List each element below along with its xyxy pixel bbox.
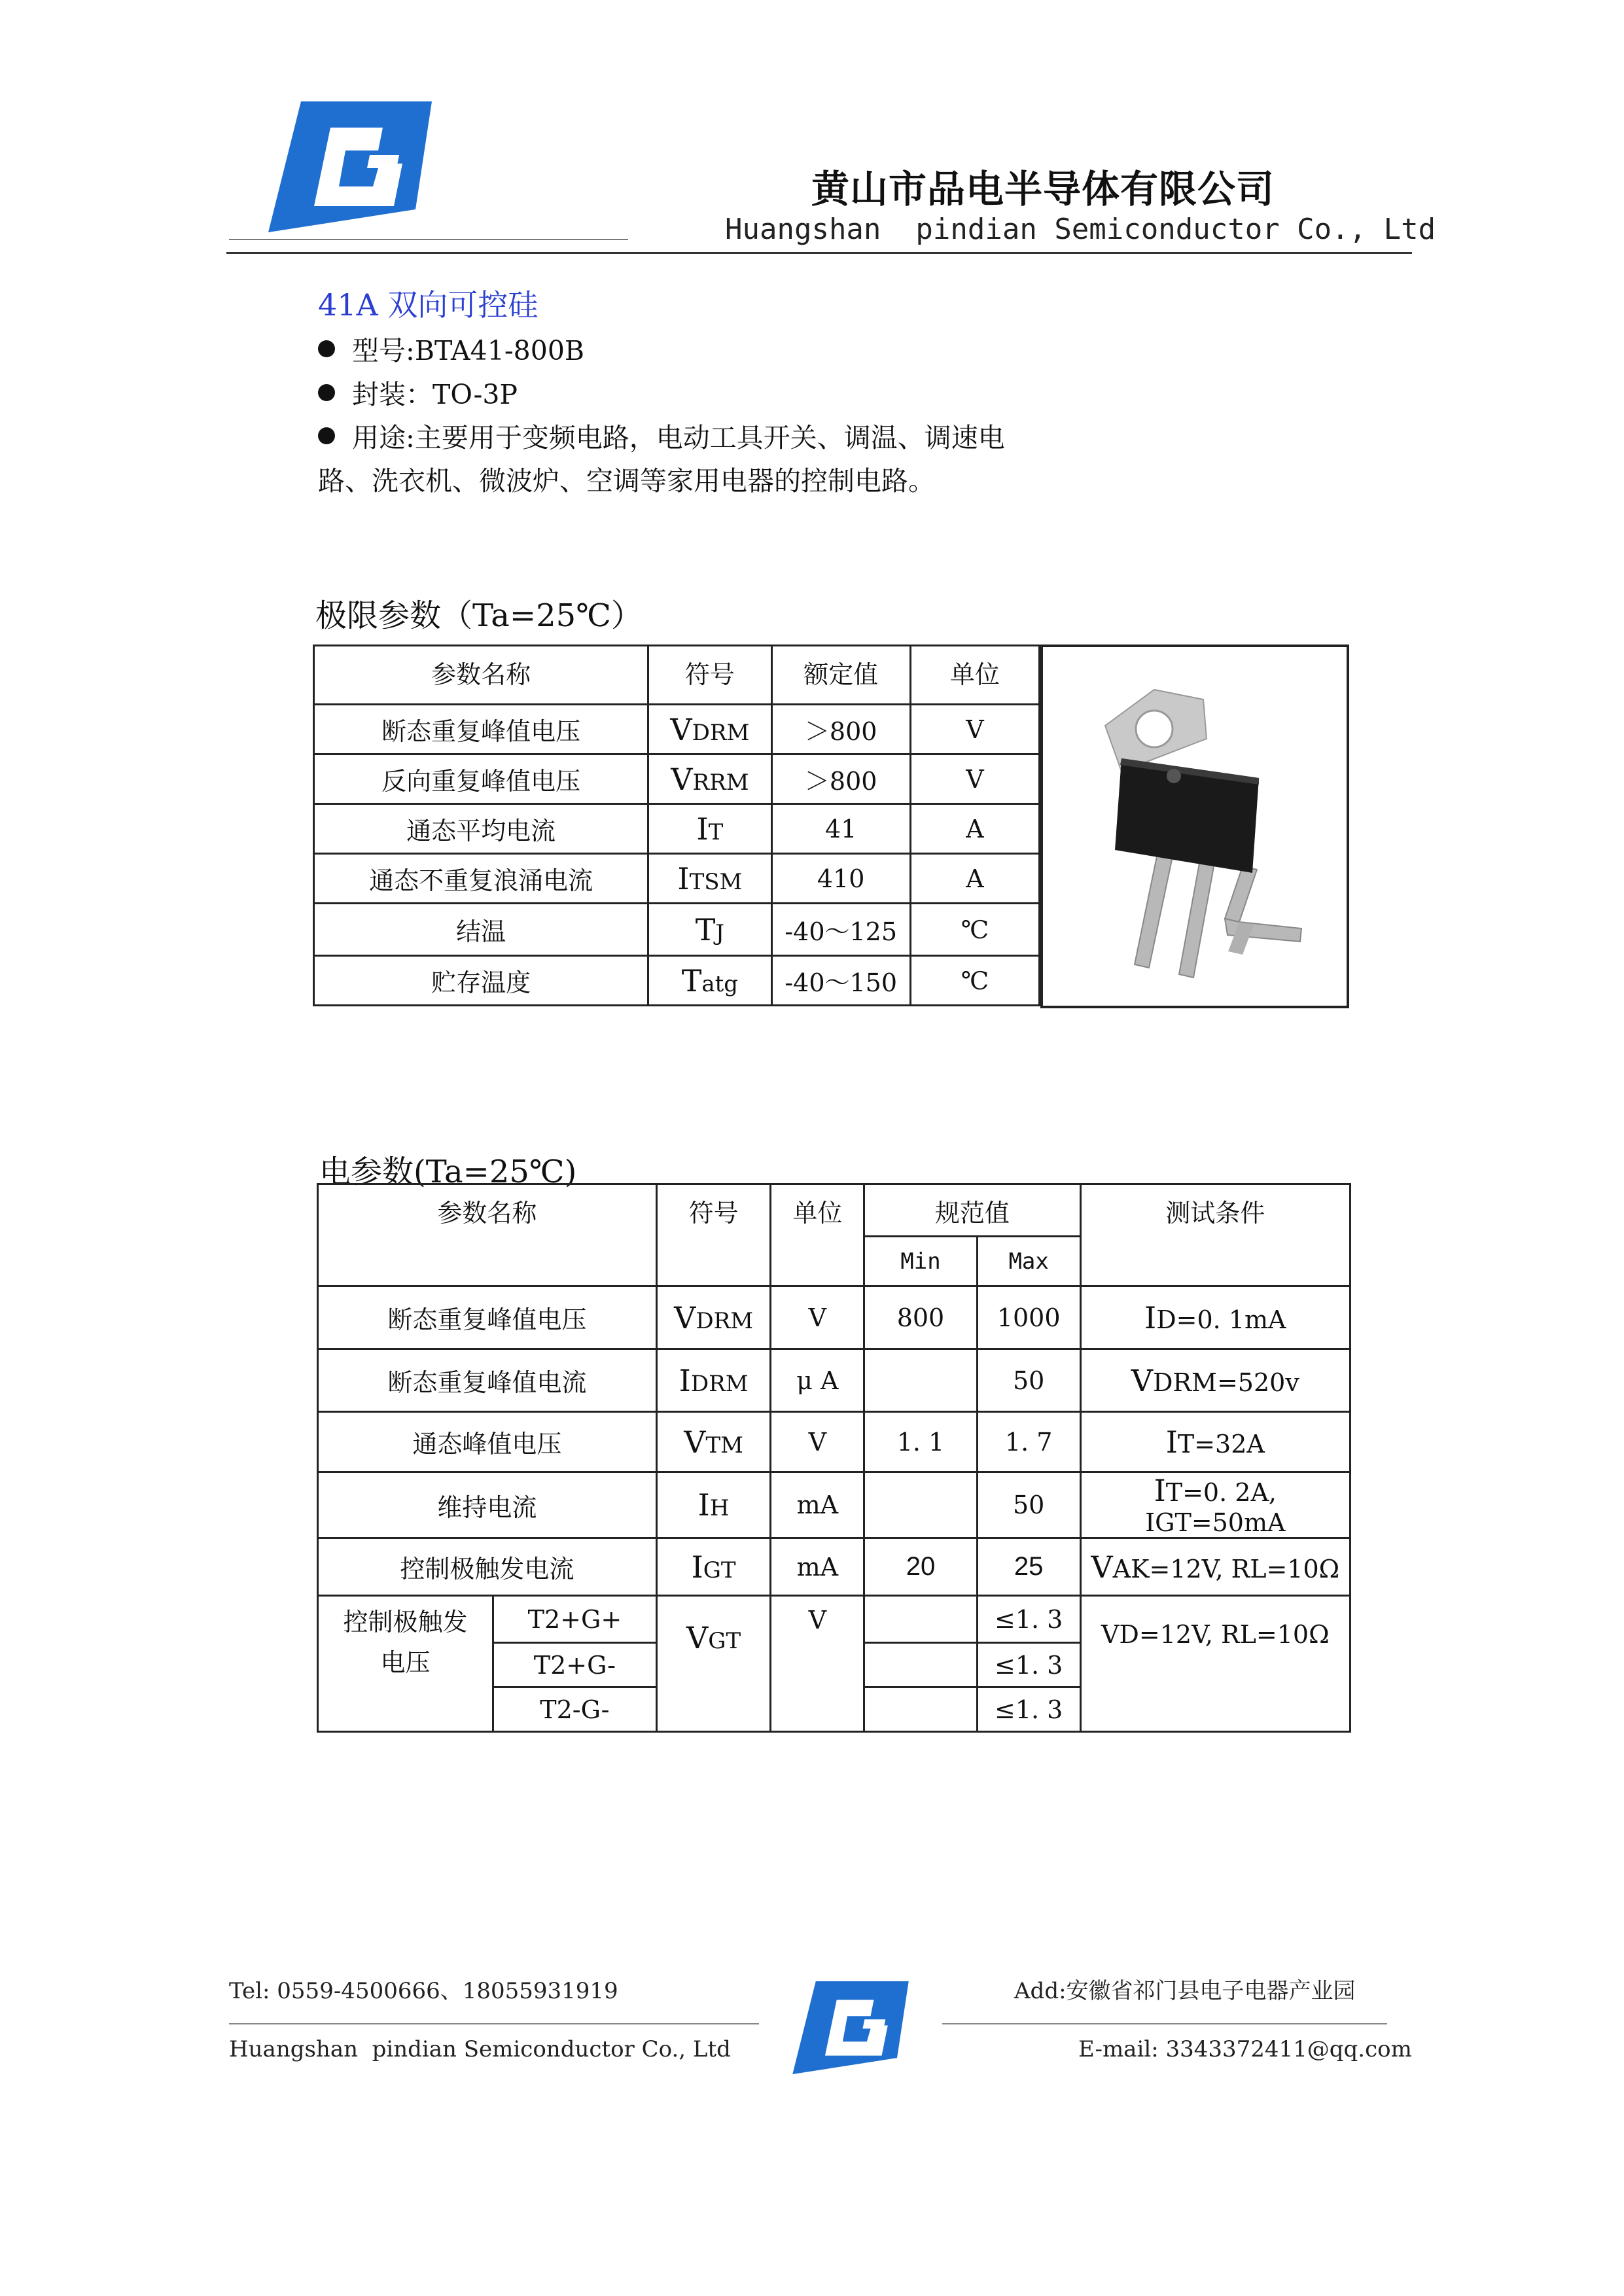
param-value: -40～150	[771, 956, 910, 1006]
param-symbol: IDRM	[656, 1349, 771, 1412]
param-name: 控制极触发电流	[318, 1538, 657, 1596]
quadrant-label: T2+G+	[493, 1596, 657, 1643]
param-min: 20	[864, 1538, 978, 1596]
param-symbol: IT	[648, 804, 771, 854]
param-name: 结温	[314, 904, 648, 956]
param-name: 通态不重复浪涌电流	[314, 854, 648, 904]
param-unit: mA	[771, 1472, 864, 1538]
header-cell: 参数名称	[314, 646, 648, 705]
param-name: 断态重复峰值电压	[314, 705, 648, 754]
param-max: 1. 7	[977, 1412, 1080, 1472]
param-max: ≤1. 3	[977, 1687, 1080, 1732]
param-min: 800	[864, 1286, 978, 1349]
param-condition: VAK=12V, RL=10Ω	[1080, 1538, 1350, 1596]
header-divider-short	[229, 239, 628, 240]
company-logo-icon	[268, 101, 432, 232]
usage-text-1: 用途:主要用于变频电路，电动工具开关、调温、调速电	[352, 422, 1005, 453]
param-unit: μ A	[771, 1349, 864, 1412]
usage-line	[318, 416, 1005, 455]
header-cell: 单位	[910, 646, 1039, 705]
company-name-cn: 黄山市品电半导体有限公司	[811, 167, 1275, 211]
param-symbol: TJ	[648, 904, 771, 956]
table-row	[318, 1472, 1350, 1538]
table-row	[318, 1412, 1350, 1472]
table-row	[318, 1286, 1350, 1349]
param-symbol: ITSM	[648, 854, 771, 904]
param-symbol: VDRM	[648, 705, 771, 754]
model-line	[318, 329, 584, 368]
footer-email: E-mail: 3343372411@qq.com	[1078, 2036, 1412, 2062]
param-condition: IT=0. 2A, IGT=50mA	[1080, 1472, 1350, 1538]
table-row	[314, 904, 1040, 956]
table-row	[318, 1538, 1350, 1596]
param-min	[864, 1687, 978, 1732]
param-min	[864, 1643, 978, 1687]
product-title: 41A 双向可控硅	[318, 287, 538, 323]
header-cell: 测试条件	[1080, 1184, 1350, 1286]
electrical-params-title: 电参数(Ta=25℃)	[319, 1154, 577, 1190]
footer-address: Add:安徽省祁门县电子电器产业园	[1014, 1978, 1356, 2004]
table-header-row	[318, 1184, 1350, 1237]
table-header-row	[314, 646, 1040, 705]
footer-divider-left	[229, 2023, 759, 2024]
table-row	[318, 1596, 1350, 1643]
param-max: 50	[977, 1349, 1080, 1412]
header-cell: 参数名称	[318, 1184, 657, 1286]
param-max: ≤1. 3	[977, 1643, 1080, 1687]
param-symbol: VRRM	[648, 754, 771, 804]
model-text: 型号:BTA41-800B	[352, 335, 585, 366]
param-value: ＞800	[771, 705, 910, 754]
param-value: 41	[771, 804, 910, 854]
param-condition: ID=0. 1mA	[1080, 1286, 1350, 1349]
param-unit: V	[771, 1596, 864, 1732]
usage-text-2: 路、洗衣机、微波炉、空调等家用电器的控制电路。	[318, 465, 935, 497]
bullet-icon	[318, 384, 335, 401]
package-image-frame	[1040, 645, 1349, 1008]
footer-company-en: Huangshan pindian Semiconductor Co., Ltd	[229, 2036, 731, 2062]
header-cell: 符号	[648, 646, 771, 705]
to-3p-package-image	[1043, 647, 1347, 1006]
header-cell: 符号	[656, 1184, 771, 1286]
table-row	[314, 705, 1040, 754]
absolute-ratings-table	[313, 645, 1040, 1006]
param-symbol: Tatg	[648, 956, 771, 1006]
param-min: 1. 1	[864, 1412, 978, 1472]
package-text: 封装：TO-3P	[352, 379, 518, 410]
param-unit: ℃	[910, 956, 1039, 1006]
table-row	[314, 956, 1040, 1006]
footer-divider-right	[942, 2023, 1387, 2024]
param-name: 维持电流	[318, 1472, 657, 1538]
absolute-ratings-title: 极限参数（Ta=25℃）	[315, 597, 643, 634]
param-symbol: VGT	[656, 1596, 771, 1732]
param-symbol: VTM	[656, 1412, 771, 1472]
param-value: ＞800	[771, 754, 910, 804]
param-name: 反向重复峰值电压	[314, 754, 648, 804]
param-min	[864, 1596, 978, 1643]
header-cell: 额定值	[771, 646, 910, 705]
param-name: 贮存温度	[314, 956, 648, 1006]
param-max: 25	[977, 1538, 1080, 1596]
package-line	[318, 373, 518, 412]
param-name: 通态峰值电压	[318, 1412, 657, 1472]
param-unit: A	[910, 804, 1039, 854]
header-divider	[226, 252, 1412, 254]
header-cell: 单位	[771, 1184, 864, 1286]
table-row	[314, 854, 1040, 904]
company-logo-icon	[792, 1981, 909, 2074]
table-row	[314, 804, 1040, 854]
header-cell: Min	[864, 1237, 978, 1286]
param-min	[864, 1472, 978, 1538]
param-condition: VD=12V, RL=10Ω	[1080, 1596, 1350, 1732]
company-name-en: Huangshan pindian Semiconductor Co., Ltd	[725, 213, 1436, 246]
table-row	[314, 754, 1040, 804]
param-max: 1000	[977, 1286, 1080, 1349]
param-unit: mA	[771, 1538, 864, 1596]
param-symbol: IH	[656, 1472, 771, 1538]
param-unit: V	[910, 705, 1039, 754]
param-unit: V	[910, 754, 1039, 804]
footer-tel: Tel: 0559-4500666、18055931919	[229, 1978, 618, 2004]
param-condition: IT=32A	[1080, 1412, 1350, 1472]
param-unit: A	[910, 854, 1039, 904]
param-symbol: VDRM	[656, 1286, 771, 1349]
header-cell: Max	[977, 1237, 1080, 1286]
header-cell: 规范值	[864, 1184, 1080, 1237]
param-max: ≤1. 3	[977, 1596, 1080, 1643]
param-unit: V	[771, 1412, 864, 1472]
quadrant-label: T2+G-	[493, 1643, 657, 1687]
param-name: 断态重复峰值电流	[318, 1349, 657, 1412]
param-unit: V	[771, 1286, 864, 1349]
param-max: 50	[977, 1472, 1080, 1538]
param-value: -40～125	[771, 904, 910, 956]
table-row	[318, 1349, 1350, 1412]
electrical-params-table	[317, 1183, 1351, 1733]
param-condition: VDRM=520v	[1080, 1349, 1350, 1412]
bullet-icon	[318, 427, 335, 444]
param-unit: ℃	[910, 904, 1039, 956]
param-min	[864, 1349, 978, 1412]
bullet-icon	[318, 340, 335, 357]
param-symbol: IGT	[656, 1538, 771, 1596]
quadrant-label: T2-G-	[493, 1687, 657, 1732]
param-name: 控制极触发 电压	[318, 1596, 493, 1732]
param-value: 410	[771, 854, 910, 904]
param-name: 通态平均电流	[314, 804, 648, 854]
param-name: 断态重复峰值电压	[318, 1286, 657, 1349]
